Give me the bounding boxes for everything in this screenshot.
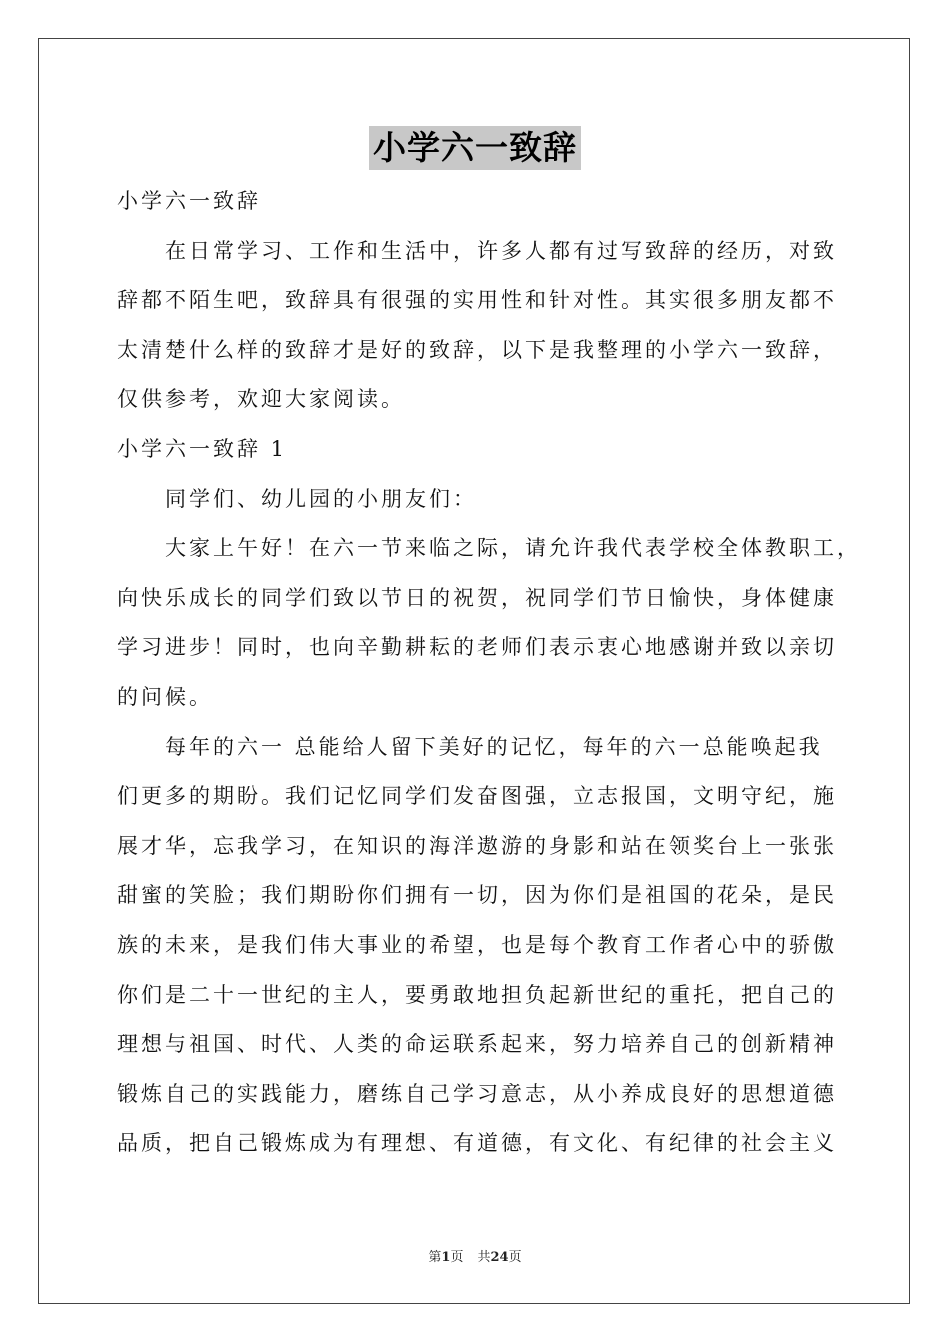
text-line: 锻炼自己的实践能力，磨练自己学习意志，从小养成良好的思想道德 <box>117 1081 837 1106</box>
title-container <box>0 126 950 170</box>
text-line: 小学六一致辞 <box>117 189 261 213</box>
text-line: 们更多的期盼。我们记忆同学们发奋图强，立志报国，文明守纪，施 <box>117 784 837 809</box>
total-prefix: 共 <box>477 1250 491 1265</box>
current-page-number: 1 <box>441 1250 451 1265</box>
total-page-count: 24 <box>490 1250 509 1265</box>
page-footer <box>0 1246 950 1265</box>
document-body <box>117 177 861 1169</box>
text-line: 太清楚什么样的致辞才是好的致辞，以下是我整理的小学六一致辞， <box>117 337 837 362</box>
text-line: 辞都不陌生吧，致辞具有很强的实用性和针对性。其实很多朋友都不 <box>117 288 837 313</box>
text-line: 每年的六一 总能给人留下美好的记忆，每年的六一总能唤起我 <box>165 734 823 759</box>
text-line: 你们是二十一世纪的主人，要勇敢地担负起新世纪的重托，把自己的 <box>117 982 837 1007</box>
text-line: 学习进步！同时，也向辛勤耕耘的老师们表示衷心地感谢并致以亲切 <box>117 635 837 660</box>
text-line: 大家上午好！在六一节来临之际，请允许我代表学校全体教职工， <box>165 536 861 561</box>
document-title: 小学六一致辞 <box>369 126 581 170</box>
text-line: 展才华，忘我学习，在知识的海洋遨游的身影和站在领奖台上一张张 <box>117 833 837 858</box>
total-suffix: 页 <box>508 1250 522 1265</box>
page-prefix: 第 <box>428 1250 442 1265</box>
text-line: 的问候。 <box>117 684 213 709</box>
text-line: 向快乐成长的同学们致以节日的祝贺，祝同学们节日愉快，身体健康 <box>117 585 837 610</box>
text-line: 同学们、幼儿园的小朋友们： <box>165 486 477 511</box>
text-line: 在日常学习、工作和生活中，许多人都有过写致辞的经历，对致 <box>165 238 837 263</box>
text-line: 理想与祖国、时代、人类的命运联系起来，努力培养自己的创新精神 <box>117 1032 837 1057</box>
page-suffix: 页 <box>450 1250 464 1265</box>
text-line: 族的未来，是我们伟大事业的希望，也是每个教育工作者心中的骄傲 <box>117 932 837 957</box>
text-line: 甜蜜的笑脸；我们期盼你们拥有一切，因为你们是祖国的花朵，是民 <box>117 883 837 908</box>
text-line: 小学六一致辞 1 <box>117 436 288 461</box>
text-line: 品质，把自己锻炼成为有理想、有道德，有文化、有纪律的社会主义 <box>117 1131 837 1156</box>
text-line: 仅供参考，欢迎大家阅读。 <box>117 387 405 412</box>
